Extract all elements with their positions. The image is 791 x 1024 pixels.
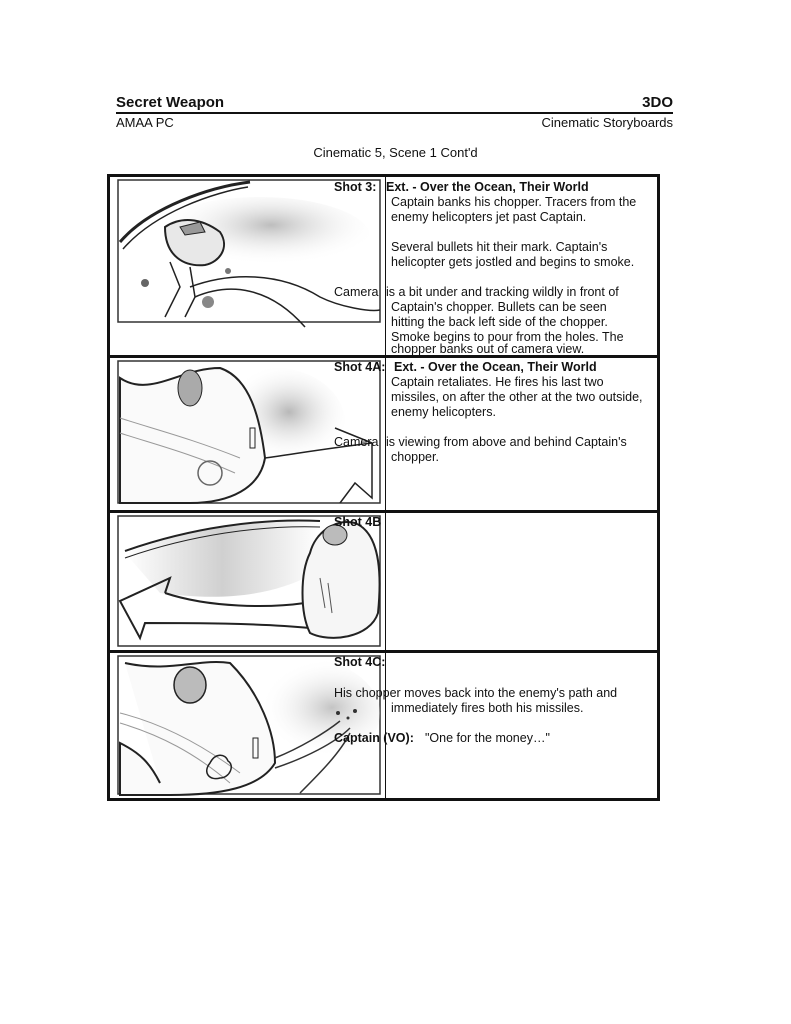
shot-text-line: helicopter gets jostled and begins to smoke. [391,255,635,269]
sketch-panel-shot-4c [110,653,386,798]
sketch-panel-shot-3 [110,177,386,355]
storyboard-table [107,174,660,801]
shot-text-line: Captain banks his chopper. Tracers from the [391,195,637,209]
shot-heading: Ext. - Over the Ocean, Their World [386,180,589,194]
shot-row-4c [110,650,657,798]
shot-label: Shot 4B [334,515,382,529]
sketch-panel-shot-4b [110,513,386,650]
camera-label: Camera [334,435,379,449]
shot-text-line: Captain's chopper. Bullets can be seen [391,300,607,314]
dialogue-line: "One for the money…" [425,731,550,745]
shot-text-line: Several bullets hit their mark. Captain's [391,240,608,254]
shot-row-4b [110,510,657,650]
header-project: AMAA PC [116,115,174,130]
shot-heading: Ext. - Over the Ocean, Their World [394,360,597,374]
shot-text-line: is a bit under and tracking wildly in front of [386,285,619,299]
header-company: 3DO [642,94,673,111]
chopper-from-above-sketch [110,358,385,510]
shot-text-line: chopper. [391,450,439,464]
header-title: Secret Weapon [116,94,225,111]
scene-title: Cinematic 5, Scene 1 Cont'd [313,145,478,160]
shot-text-line: missiles, on after the other at the two outside, [391,390,643,404]
shot-text-line: enemy helicopters. [391,405,496,419]
sketch-panel-shot-4a [110,358,386,510]
shot-text-line: Captain retaliates. He fires his last two [391,375,604,389]
shot-row-4a [110,355,657,510]
camera-label: Camera [334,285,379,299]
captain-chopper-banking-sketch [110,177,385,355]
shot-label: Shot 4A: [334,360,386,374]
shot-label: Shot 3: [334,180,377,194]
shot-text-line: is viewing from above and behind Captain's [386,435,627,449]
shot-text-line: immediately fires both his missiles. [391,701,584,715]
header-doc-type: Cinematic Storyboards [541,115,673,130]
shot-row-3 [110,177,657,355]
shot-label: Shot 4C: [334,655,386,669]
chopper-turning-arrow-sketch [110,513,385,650]
shot-text-line: hitting the back left side of the chopper. [391,315,608,329]
shot-text-line: His chopper moves back into the enemy's path and [334,686,618,700]
dialogue-speaker: Captain (VO): [334,731,414,745]
shot-text-line: chopper banks out of camera view. [391,342,585,356]
missiles-fired-sketch [110,653,385,798]
shot-text-line: enemy helicopters jet past Captain. [391,210,587,224]
shot-text-line: Smoke begins to pour from the holes. The [391,330,624,344]
header-rule [116,112,673,114]
